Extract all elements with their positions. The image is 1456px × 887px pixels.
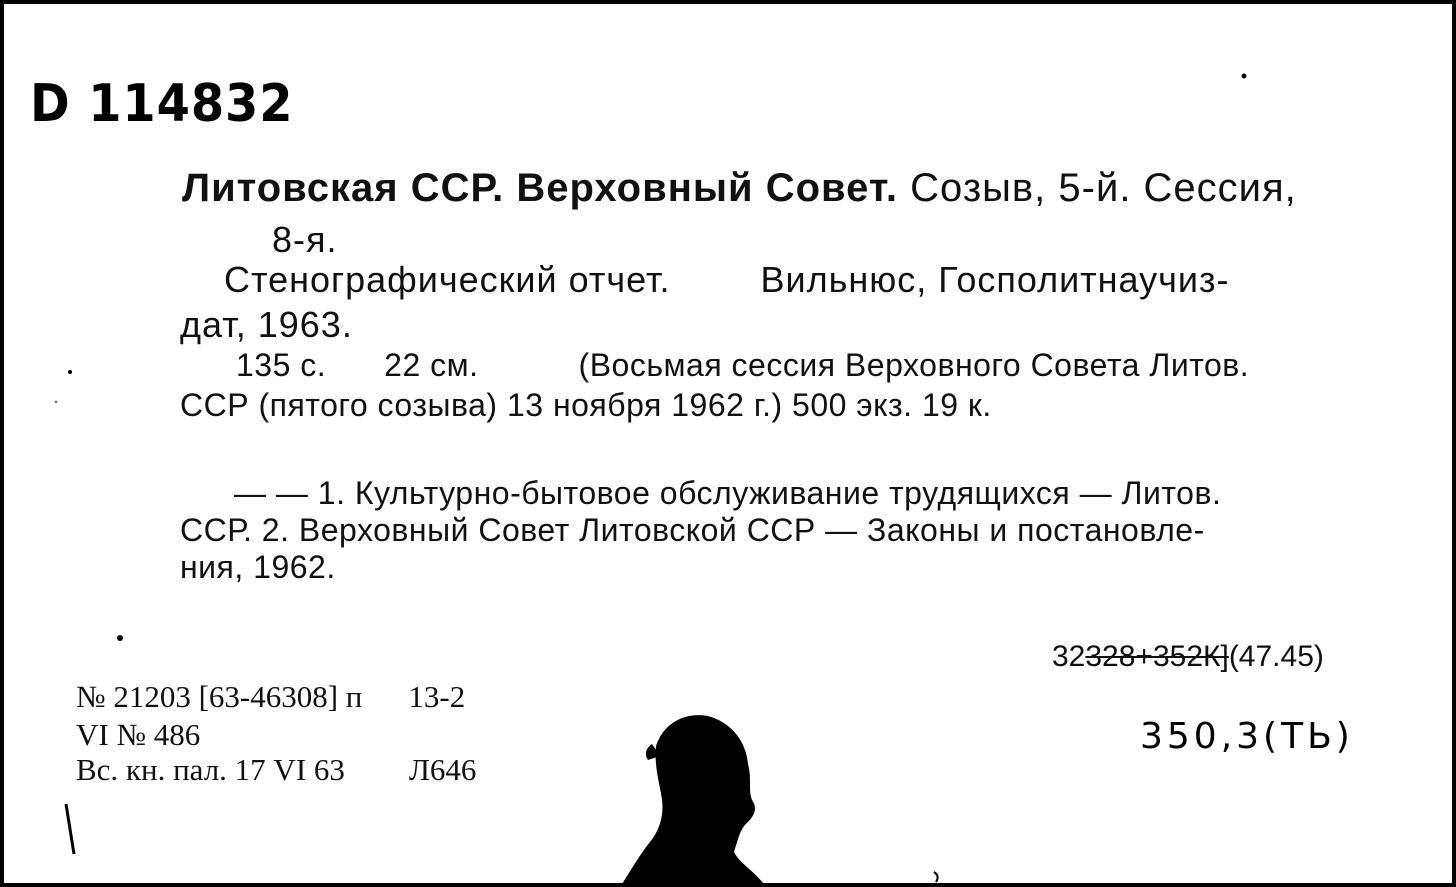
order-vi: VI № 486 <box>76 717 201 752</box>
speck <box>117 635 123 641</box>
collation-line <box>236 347 1249 384</box>
publisher: Вильнюс, Госполитнаучиз- <box>760 259 1230 300</box>
speck <box>1242 74 1247 79</box>
print-class: 13-2 <box>408 679 466 714</box>
l-code: Л646 <box>408 752 477 787</box>
edition-line: ССР (пятого созыва) 13 ноября 1962 г.) 500 экз. 19 к. <box>180 387 992 423</box>
speck <box>55 401 57 403</box>
call-number: D 114832 <box>30 74 294 134</box>
publisher-date: дат, 1963. <box>180 304 353 345</box>
order-number: № 21203 [63-46308] п <box>76 679 363 714</box>
pen-mark <box>66 804 74 854</box>
price-line <box>1052 640 1324 674</box>
price-rest: (47.45) <box>1228 640 1324 673</box>
report-line <box>224 259 1230 301</box>
price-struck: 328+352К] <box>1085 640 1229 673</box>
subjects-line-3: ния, 1962. <box>180 549 336 585</box>
subjects-line-2: ССР. 2. Верховный Совет Литовской ССР — Законы и постановле- <box>180 512 1205 548</box>
title-heading: Литовская ССР. Верховный Совет. <box>182 166 899 210</box>
pen-mark <box>934 872 938 882</box>
size: 22 см. <box>384 347 479 383</box>
price-prefix: 32 <box>1052 640 1086 673</box>
title-continuation: 8-я. <box>272 219 338 260</box>
report-type: Стенографический отчет. <box>224 259 671 300</box>
chamber-record: Вс. кн. пал. 17 VI 63 <box>76 752 345 787</box>
card-title <box>182 166 1297 211</box>
pages: 135 с. <box>236 347 327 383</box>
title-rest: Созыв, 5-й. Сессия, <box>910 166 1297 210</box>
series-note: (Восьмая сессия Верховного Совета Литов. <box>578 347 1250 383</box>
ink-blot <box>620 704 770 887</box>
order-line <box>76 679 465 715</box>
shelf-mark: 350,3(ТЬ) <box>1140 716 1354 757</box>
speck <box>68 370 72 374</box>
chamber-line <box>76 752 476 788</box>
subjects-line-1: — — 1. Культурно-бытовое обслуживание трудящихся — Литов. <box>234 475 1222 511</box>
